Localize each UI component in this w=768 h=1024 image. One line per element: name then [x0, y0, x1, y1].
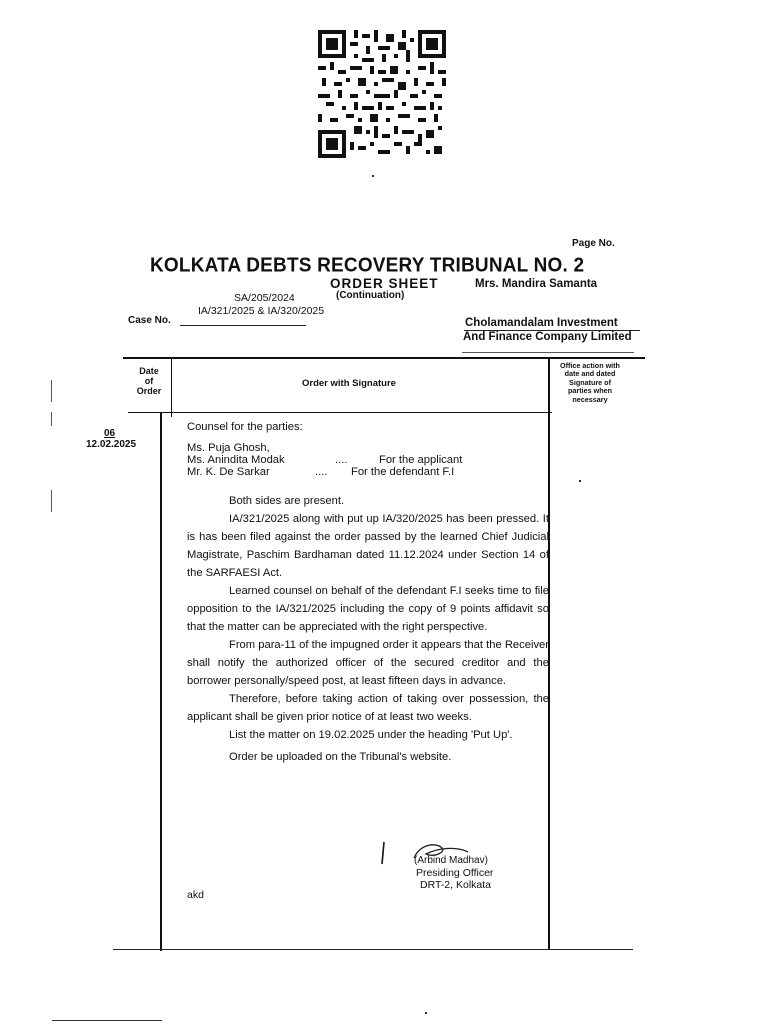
scan-speck	[372, 175, 374, 177]
scan-speck	[579, 480, 581, 482]
date-column-divider	[160, 412, 162, 951]
presiding-member: Mrs. Mandira Samanta	[475, 278, 598, 290]
header-office-line1: Office action with	[560, 361, 620, 370]
case-no-label: Case No.	[128, 315, 171, 326]
counsel-role: For the defendant F.I	[351, 466, 455, 478]
party-name-line2: And Finance Company Limited	[463, 331, 632, 343]
counsel-role: For the applicant	[379, 454, 463, 466]
typist-initials: akd	[187, 889, 204, 901]
case-no-underline	[180, 325, 306, 326]
counsel-row	[187, 454, 549, 466]
header-date-of-order	[132, 366, 166, 396]
order-paragraph: List the matter on 19.02.2025 under the heading 'Put Up'.	[229, 729, 513, 741]
ia-numbers: IA/321/2025 & IA/320/2025	[198, 305, 325, 317]
qr-code	[318, 30, 446, 158]
counsel-dots: ....	[335, 454, 348, 466]
party-rule	[462, 352, 634, 353]
header-office-line4: parties when	[568, 386, 612, 396]
order-paragraph: Therefore, before taking action of taking over possession, the applicant shall be given prior notice of at least two weeks.	[187, 693, 549, 723]
signatory-block	[416, 867, 493, 891]
header-office-action	[552, 362, 628, 404]
continuation-label: (Continuation)	[336, 290, 405, 301]
order-paragraph: Both sides are present.	[229, 495, 345, 507]
table-top-rule	[123, 357, 645, 359]
header-order-with-signature: Order with Signature	[302, 378, 396, 389]
party-underline	[464, 330, 640, 331]
table-header-rule	[128, 412, 552, 413]
order-paragraph: Order be uploaded on the Tribunal's website.	[229, 751, 452, 763]
order-paragraph: IA/321/2025 along with put up IA/320/2025 has been pressed. It is has been filed against the order passed by the learned Chief Judicial Magistrate, Paschim Bardhaman dated 11.12.2024 under Section 14 of the SARFAESI Act.	[187, 513, 549, 579]
order-date: 12.02.2025	[86, 439, 137, 450]
signatory-office: DRT-2, Kolkata	[420, 879, 492, 891]
counsel-name: Ms. Puja Ghosh,	[187, 442, 270, 454]
signatory-title: Presiding Officer	[416, 867, 494, 879]
header-office-line3: Signature of	[569, 377, 611, 387]
margin-mark	[51, 490, 52, 512]
order-body	[187, 418, 549, 766]
header-office-line2: date and dated	[564, 369, 616, 379]
order-paragraph: Learned counsel on behalf of the defendant F.I seeks time to file opposition to the IA/321/2025 including the copy of 9 points affidavit so that the matter can be appreciated with the right perspective.	[187, 585, 549, 633]
header-date-line2: of	[144, 376, 154, 386]
counsel-name: Ms. Anindita Modak	[187, 454, 285, 466]
margin-mark	[51, 412, 52, 426]
page-number-label: Page No.	[572, 238, 615, 249]
scan-speck	[425, 1012, 427, 1014]
counsel-dots: ....	[315, 466, 328, 478]
sa-number: SA/205/2024	[234, 292, 295, 304]
margin-mark	[51, 380, 52, 402]
signatory-name: (Arbind Madhav)	[414, 855, 488, 866]
order-paragraph: From para-11 of the impugned order it appears that the Receiver shall notify the authorized officer of the secured creditor and the borrower personally/speed post, at least fifteen days in advance.	[187, 639, 549, 687]
tribunal-title: KOLKATA DEBTS RECOVERY TRIBUNAL NO. 2	[150, 254, 585, 277]
header-date-line1: Date	[139, 366, 159, 376]
counsel-row	[187, 466, 549, 478]
order-sheet-heading: ORDER SHEET	[330, 276, 439, 291]
scan-edge-line	[52, 1020, 162, 1021]
order-serial-number: 06	[104, 428, 116, 439]
header-date-line3: Order	[136, 386, 162, 396]
counsel-heading: Counsel for the parties:	[187, 421, 303, 433]
party-name-line1: Cholamandalam Investment	[465, 317, 618, 329]
counsel-row	[187, 442, 549, 454]
date-column-divider-header	[171, 358, 172, 417]
counsel-name: Mr. K. De Sarkar	[187, 466, 270, 478]
header-office-line5: necessary	[572, 394, 608, 404]
table-bottom-rule	[113, 949, 633, 950]
